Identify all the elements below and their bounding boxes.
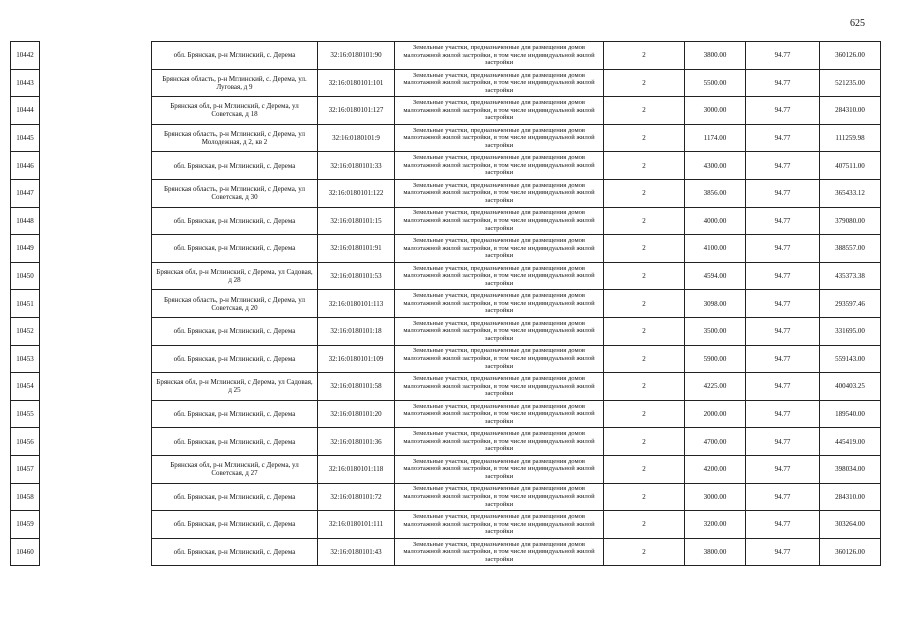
address-cell: обл. Брянская, р-н Мглинский, с. Дерема: [152, 207, 318, 235]
rate-cell: 94.77: [746, 124, 820, 152]
land-purpose-cell: Земельные участки, предназначенные для размещения домов малоэтажной жилой застройки, в том числе индивидуальной жилой застройки: [395, 42, 604, 70]
area-cell: 3856.00: [685, 179, 746, 207]
category-cell: 2: [604, 428, 685, 456]
table-row: [11, 373, 881, 401]
land-purpose-cell: Земельные участки, предназначенные для размещения домов малоэтажной жилой застройки, в том числе индивидуальной жилой застройки: [395, 235, 604, 263]
address-cell: обл. Брянская, р-н Мглинский, с. Дерема: [152, 400, 318, 428]
cadastral-value-cell: 331695.00: [820, 317, 881, 345]
table-row: [11, 345, 881, 373]
table-row: [11, 455, 881, 483]
cadastral-value-cell: 521235.00: [820, 69, 881, 97]
empty-cell: [40, 511, 152, 539]
empty-cell: [40, 235, 152, 263]
row-number: 10453: [11, 345, 40, 373]
cadastral-value-cell: 111259.98: [820, 124, 881, 152]
cadastral-value-cell: 360126.00: [820, 42, 881, 70]
rate-cell: 94.77: [746, 42, 820, 70]
area-cell: 4225.00: [685, 373, 746, 401]
area-cell: 1174.00: [685, 124, 746, 152]
category-cell: 2: [604, 455, 685, 483]
address-cell: обл. Брянская, р-н Мглинский, с. Дерема: [152, 538, 318, 566]
category-cell: 2: [604, 373, 685, 401]
rate-cell: 94.77: [746, 69, 820, 97]
area-cell: 4594.00: [685, 262, 746, 290]
empty-cell: [40, 262, 152, 290]
land-purpose-cell: Земельные участки, предназначенные для размещения домов малоэтажной жилой застройки, в том числе индивидуальной жилой застройки: [395, 428, 604, 456]
empty-cell: [40, 317, 152, 345]
row-number: 10448: [11, 207, 40, 235]
empty-cell: [40, 69, 152, 97]
rate-cell: 94.77: [746, 152, 820, 180]
cadastral-value-cell: 284310.00: [820, 483, 881, 511]
row-number: 10446: [11, 152, 40, 180]
cadastral-number-cell: 32:16:0180101:72: [318, 483, 395, 511]
cadastral-value-cell: 379080.00: [820, 207, 881, 235]
table-row: [11, 152, 881, 180]
cadastral-value-cell: 398034.00: [820, 455, 881, 483]
area-cell: 3200.00: [685, 511, 746, 539]
table-row: [11, 428, 881, 456]
address-cell: Брянская область, р-н Мглинский, с Дерема, ул Молодежная, д 2, кв 2: [152, 124, 318, 152]
land-purpose-cell: Земельные участки, предназначенные для размещения домов малоэтажной жилой застройки, в том числе индивидуальной жилой застройки: [395, 97, 604, 125]
table-row: [11, 538, 881, 566]
cadastral-number-cell: 32:16:0180101:33: [318, 152, 395, 180]
area-cell: 4200.00: [685, 455, 746, 483]
row-number: 10451: [11, 290, 40, 318]
table-row: [11, 290, 881, 318]
table-row: [11, 317, 881, 345]
cadastral-number-cell: 32:16:0180101:43: [318, 538, 395, 566]
category-cell: 2: [604, 400, 685, 428]
row-number: 10452: [11, 317, 40, 345]
land-purpose-cell: Земельные участки, предназначенные для размещения домов малоэтажной жилой застройки, в том числе индивидуальной жилой застройки: [395, 317, 604, 345]
row-number: 10457: [11, 455, 40, 483]
cadastral-number-cell: 32:16:0180101:111: [318, 511, 395, 539]
empty-cell: [40, 124, 152, 152]
rate-cell: 94.77: [746, 317, 820, 345]
cadastral-number-cell: 32:16:0180101:101: [318, 69, 395, 97]
table-row: [11, 207, 881, 235]
land-purpose-cell: Земельные участки, предназначенные для размещения домов малоэтажной жилой застройки, в том числе индивидуальной жилой застройки: [395, 455, 604, 483]
category-cell: 2: [604, 152, 685, 180]
area-cell: 5900.00: [685, 345, 746, 373]
table-row: [11, 97, 881, 125]
row-number: 10456: [11, 428, 40, 456]
rate-cell: 94.77: [746, 538, 820, 566]
land-purpose-cell: Земельные участки, предназначенные для размещения домов малоэтажной жилой застройки, в том числе индивидуальной жилой застройки: [395, 345, 604, 373]
address-cell: обл. Брянская, р-н Мглинский, с. Дерема: [152, 42, 318, 70]
table-row: [11, 179, 881, 207]
land-purpose-cell: Земельные участки, предназначенные для размещения домов малоэтажной жилой застройки, в том числе индивидуальной жилой застройки: [395, 400, 604, 428]
cadastral-value-cell: 365433.12: [820, 179, 881, 207]
row-number: 10454: [11, 373, 40, 401]
category-cell: 2: [604, 97, 685, 125]
category-cell: 2: [604, 207, 685, 235]
cadastral-value-cell: 360126.00: [820, 538, 881, 566]
area-cell: 4000.00: [685, 207, 746, 235]
address-cell: обл. Брянская, р-н Мглинский, с. Дерема: [152, 317, 318, 345]
address-cell: Брянская обл, р-н Мглинский, с Дерема, ул Советская, д 27: [152, 455, 318, 483]
cadastral-value-cell: 435373.38: [820, 262, 881, 290]
rate-cell: 94.77: [746, 373, 820, 401]
category-cell: 2: [604, 538, 685, 566]
address-cell: Брянская область, р-н Мглинский, с Дерема, ул Советская, д 20: [152, 290, 318, 318]
empty-cell: [40, 97, 152, 125]
area-cell: 4100.00: [685, 235, 746, 263]
row-number: 10442: [11, 42, 40, 70]
table-row: [11, 262, 881, 290]
category-cell: 2: [604, 262, 685, 290]
page-number: 625: [850, 18, 865, 29]
cadastral-value-cell: 293597.46: [820, 290, 881, 318]
row-number: 10449: [11, 235, 40, 263]
empty-cell: [40, 152, 152, 180]
address-cell: обл. Брянская, р-н Мглинский, с. Дерема: [152, 511, 318, 539]
table-row: [11, 124, 881, 152]
empty-cell: [40, 428, 152, 456]
cadastral-value-cell: 189540.00: [820, 400, 881, 428]
area-cell: 4700.00: [685, 428, 746, 456]
category-cell: 2: [604, 124, 685, 152]
registry-body: [11, 42, 881, 566]
category-cell: 2: [604, 511, 685, 539]
rate-cell: 94.77: [746, 400, 820, 428]
address-cell: обл. Брянская, р-н Мглинский, с. Дерема: [152, 345, 318, 373]
table-row: [11, 69, 881, 97]
row-number: 10447: [11, 179, 40, 207]
rate-cell: 94.77: [746, 262, 820, 290]
row-number: 10444: [11, 97, 40, 125]
address-cell: Брянская обл, р-н Мглинский, с Дерема, ул Садовая, д 25: [152, 373, 318, 401]
land-purpose-cell: Земельные участки, предназначенные для размещения домов малоэтажной жилой застройки, в том числе индивидуальной жилой застройки: [395, 69, 604, 97]
category-cell: 2: [604, 42, 685, 70]
land-purpose-cell: Земельные участки, предназначенные для размещения домов малоэтажной жилой застройки, в том числе индивидуальной жилой застройки: [395, 483, 604, 511]
category-cell: 2: [604, 483, 685, 511]
empty-cell: [40, 290, 152, 318]
land-registry-table: [10, 41, 881, 566]
table-row: [11, 42, 881, 70]
land-purpose-cell: Земельные участки, предназначенные для размещения домов малоэтажной жилой застройки, в том числе индивидуальной жилой застройки: [395, 207, 604, 235]
empty-cell: [40, 538, 152, 566]
category-cell: 2: [604, 317, 685, 345]
rate-cell: 94.77: [746, 455, 820, 483]
cadastral-value-cell: 388557.00: [820, 235, 881, 263]
area-cell: 3000.00: [685, 97, 746, 125]
empty-cell: [40, 42, 152, 70]
category-cell: 2: [604, 235, 685, 263]
empty-cell: [40, 483, 152, 511]
cadastral-number-cell: 32:16:0180101:118: [318, 455, 395, 483]
row-number: 10455: [11, 400, 40, 428]
address-cell: Брянская область, р-н Мглинский, с Дерема, ул Советская, д 30: [152, 179, 318, 207]
row-number: 10445: [11, 124, 40, 152]
cadastral-number-cell: 32:16:0180101:58: [318, 373, 395, 401]
rate-cell: 94.77: [746, 207, 820, 235]
cadastral-value-cell: 284310.00: [820, 97, 881, 125]
address-cell: обл. Брянская, р-н Мглинский, с. Дерема: [152, 152, 318, 180]
address-cell: обл. Брянская, р-н Мглинский, с. Дерема: [152, 235, 318, 263]
category-cell: 2: [604, 69, 685, 97]
cadastral-number-cell: 32:16:0180101:15: [318, 207, 395, 235]
rate-cell: 94.77: [746, 483, 820, 511]
empty-cell: [40, 179, 152, 207]
cadastral-value-cell: 303264.00: [820, 511, 881, 539]
area-cell: 5500.00: [685, 69, 746, 97]
table-row: [11, 483, 881, 511]
empty-cell: [40, 345, 152, 373]
table-row: [11, 400, 881, 428]
land-purpose-cell: Земельные участки, предназначенные для размещения домов малоэтажной жилой застройки, в том числе индивидуальной жилой застройки: [395, 538, 604, 566]
row-number: 10458: [11, 483, 40, 511]
empty-cell: [40, 207, 152, 235]
cadastral-number-cell: 32:16:0180101:122: [318, 179, 395, 207]
area-cell: 3500.00: [685, 317, 746, 345]
address-cell: обл. Брянская, р-н Мглинский, с. Дерема: [152, 428, 318, 456]
row-number: 10459: [11, 511, 40, 539]
rate-cell: 94.77: [746, 235, 820, 263]
cadastral-number-cell: 32:16:0180101:53: [318, 262, 395, 290]
area-cell: 3000.00: [685, 483, 746, 511]
empty-cell: [40, 373, 152, 401]
cadastral-number-cell: 32:16:0180101:9: [318, 124, 395, 152]
land-purpose-cell: Земельные участки, предназначенные для размещения домов малоэтажной жилой застройки, в том числе индивидуальной жилой застройки: [395, 290, 604, 318]
area-cell: 3098.00: [685, 290, 746, 318]
address-cell: обл. Брянская, р-н Мглинский, с. Дерема: [152, 483, 318, 511]
cadastral-number-cell: 32:16:0180101:90: [318, 42, 395, 70]
cadastral-number-cell: 32:16:0180101:109: [318, 345, 395, 373]
cadastral-number-cell: 32:16:0180101:20: [318, 400, 395, 428]
rate-cell: 94.77: [746, 345, 820, 373]
cadastral-number-cell: 32:16:0180101:91: [318, 235, 395, 263]
land-purpose-cell: Земельные участки, предназначенные для размещения домов малоэтажной жилой застройки, в том числе индивидуальной жилой застройки: [395, 179, 604, 207]
land-purpose-cell: Земельные участки, предназначенные для размещения домов малоэтажной жилой застройки, в том числе индивидуальной жилой застройки: [395, 511, 604, 539]
cadastral-number-cell: 32:16:0180101:36: [318, 428, 395, 456]
rate-cell: 94.77: [746, 511, 820, 539]
cadastral-number-cell: 32:16:0180101:18: [318, 317, 395, 345]
land-purpose-cell: Земельные участки, предназначенные для размещения домов малоэтажной жилой застройки, в том числе индивидуальной жилой застройки: [395, 152, 604, 180]
rate-cell: 94.77: [746, 179, 820, 207]
empty-cell: [40, 400, 152, 428]
row-number: 10460: [11, 538, 40, 566]
table-row: [11, 235, 881, 263]
cadastral-value-cell: 400403.25: [820, 373, 881, 401]
row-number: 10443: [11, 69, 40, 97]
category-cell: 2: [604, 290, 685, 318]
area-cell: 3800.00: [685, 42, 746, 70]
category-cell: 2: [604, 179, 685, 207]
land-purpose-cell: Земельные участки, предназначенные для размещения домов малоэтажной жилой застройки, в том числе индивидуальной жилой застройки: [395, 373, 604, 401]
rate-cell: 94.77: [746, 290, 820, 318]
land-purpose-cell: Земельные участки, предназначенные для размещения домов малоэтажной жилой застройки, в том числе индивидуальной жилой застройки: [395, 124, 604, 152]
rate-cell: 94.77: [746, 428, 820, 456]
cadastral-value-cell: 445419.00: [820, 428, 881, 456]
cadastral-number-cell: 32:16:0180101:113: [318, 290, 395, 318]
address-cell: Брянская обл, р-н Мглинский, с Дерема, ул Советская, д 18: [152, 97, 318, 125]
cadastral-number-cell: 32:16:0180101:127: [318, 97, 395, 125]
table-row: [11, 511, 881, 539]
rate-cell: 94.77: [746, 97, 820, 125]
category-cell: 2: [604, 345, 685, 373]
area-cell: 3800.00: [685, 538, 746, 566]
area-cell: 4300.00: [685, 152, 746, 180]
area-cell: 2000.00: [685, 400, 746, 428]
cadastral-value-cell: 407511.00: [820, 152, 881, 180]
cadastral-value-cell: 559143.00: [820, 345, 881, 373]
empty-cell: [40, 455, 152, 483]
address-cell: Брянская обл, р-н Мглинский, с Дерема, ул Садовая, д 28: [152, 262, 318, 290]
row-number: 10450: [11, 262, 40, 290]
land-purpose-cell: Земельные участки, предназначенные для размещения домов малоэтажной жилой застройки, в том числе индивидуальной жилой застройки: [395, 262, 604, 290]
address-cell: Брянская область, р-н Мглинский, с. Дерема, ул. Луговая, д 9: [152, 69, 318, 97]
